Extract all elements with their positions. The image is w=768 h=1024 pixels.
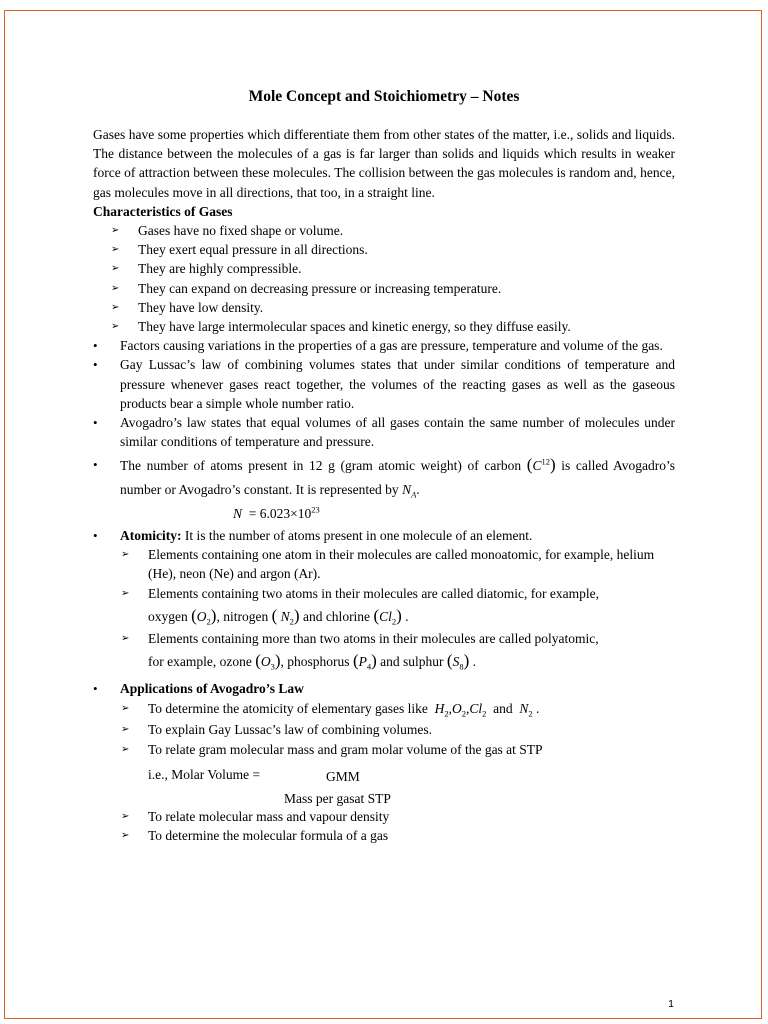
molar-volume-label: i.e., Molar Volume =	[148, 766, 261, 782]
avogadro-law-bullet: • Avogadro’s law states that equal volumes of all gases contain the same number of molecules under similar conditions of temperature and pressure.	[93, 415, 675, 450]
arrow-bullet-icon: ➢	[111, 244, 120, 256]
bullet-dot-icon: •	[93, 681, 98, 697]
list-item: ➢ They have low density.	[93, 298, 675, 317]
bullet-dot-icon: •	[93, 457, 98, 473]
characteristics-list	[93, 221, 675, 336]
arrow-bullet-icon: ➢	[121, 743, 130, 755]
document-body	[93, 125, 675, 845]
arrow-bullet-icon: ➢	[121, 830, 130, 842]
characteristics-heading: Characteristics of Gases	[93, 203, 233, 219]
atomicity-bullet: • Atomicity: It is the number of atoms present in one molecule of an element.	[93, 526, 675, 545]
bullet-dot-icon: •	[93, 357, 98, 373]
arrow-bullet-icon: ➢	[111, 301, 120, 313]
list-item: ➢ They have large intermolecular spaces and kinetic energy, so they diffuse easily.	[93, 317, 675, 336]
molar-volume-denominator: Mass per gasat STP	[284, 790, 391, 806]
bullet-dot-icon: •	[93, 527, 98, 543]
arrow-bullet-icon: ➢	[121, 810, 130, 822]
intro-paragraph: Gases have some properties which differentiate them from other states of the matter, i.e., solids and liquids. The distance between the molecules of a gas is far larger than solids and liquids which results in weaker force of attraction between these molecules. The collision between the gas molecules is random and, hence, gas molecules move in all directions, that too, in a straight line.	[93, 127, 675, 200]
bullet-dot-icon: •	[93, 338, 98, 354]
arrow-bullet-icon: ➢	[121, 703, 130, 715]
list-item: ➢ To relate gram molecular mass and gram molar volume of the gas at STP	[93, 740, 675, 759]
list-item: ➢ They can expand on decreasing pressure or increasing temperature.	[93, 279, 675, 298]
avogadro-number-bullet: • The number of atoms present in 12 g (gram atomic weight) of carbon $(C^{12})$ is called Avogadro’s number or Avogadro’s constant. It is represented by $N_A$.	[93, 455, 676, 501]
arrow-bullet-icon: ➢	[111, 263, 120, 275]
arrow-bullet-icon: ➢	[121, 633, 130, 645]
list-item: ➢ To determine the molecular formula of a gas	[93, 826, 675, 845]
list-item: ➢ Elements containing one atom in their molecules are called monoatomic, for example, helium (He), neon (Ne) and argon (Ar).	[121, 546, 655, 582]
list-item: ➢ They exert equal pressure in all directions.	[93, 240, 675, 259]
arrow-bullet-icon: ➢	[121, 724, 130, 736]
molar-volume-numerator: GMM	[326, 768, 360, 784]
factors-bullet: • Factors causing variations in the properties of a gas are pressure, temperature and volume of the gas.	[93, 336, 675, 355]
avogadro-formula: $N = 6.023\times 10^{23}$	[233, 504, 320, 522]
bullet-dot-icon: •	[93, 415, 98, 431]
list-item: ➢ To relate molecular mass and vapour density	[93, 807, 675, 826]
list-item: ➢ Elements containing two atoms in their molecules are called diatomic, for example, oxygen $(O_2)$, nitrogen ( $N_2$) and chlorine $(Cl_2)$ .	[93, 583, 675, 628]
list-item: ➢ Elements containing more than two atoms in their molecules are called polyatomic, for example, ozone $(O_3)$, phosphorus $(P_4)$ and sulphur $(S_8)$ .	[93, 628, 675, 673]
list-item: ➢ They are highly compressible.	[93, 259, 675, 278]
arrow-bullet-icon: ➢	[121, 548, 130, 560]
carbon-symbol: C	[532, 458, 542, 474]
arrow-bullet-icon: ➢	[121, 588, 130, 600]
arrow-bullet-icon: ➢	[111, 282, 120, 294]
list-item: ➢ To explain Gay Lussac’s law of combining volumes.	[93, 720, 675, 739]
molar-volume-formula	[93, 759, 675, 807]
page-title: Mole Concept and Stoichiometry – Notes	[248, 88, 520, 105]
list-item: ➢ To determine the atomicity of elementary gases like $H_2,O_2,Cl_2$ and $N_2$ .	[93, 698, 675, 720]
page-number: 1	[668, 998, 674, 1010]
arrow-bullet-icon: ➢	[111, 321, 120, 333]
arrow-bullet-icon: ➢	[111, 225, 120, 237]
applications-bullet: • Applications of Avogadro’s Law	[93, 679, 675, 698]
gay-lussac-bullet: • Gay Lussac’s law of combining volumes states that under similar conditions of temperature and pressure whenever gases react together, the volumes of the reacting gases as well as the gaseous products bear a simple whole number ratio.	[93, 357, 675, 411]
avogadro-symbol: N	[402, 482, 412, 498]
list-item: ➢ Gases have no fixed shape or volume.	[93, 221, 675, 240]
